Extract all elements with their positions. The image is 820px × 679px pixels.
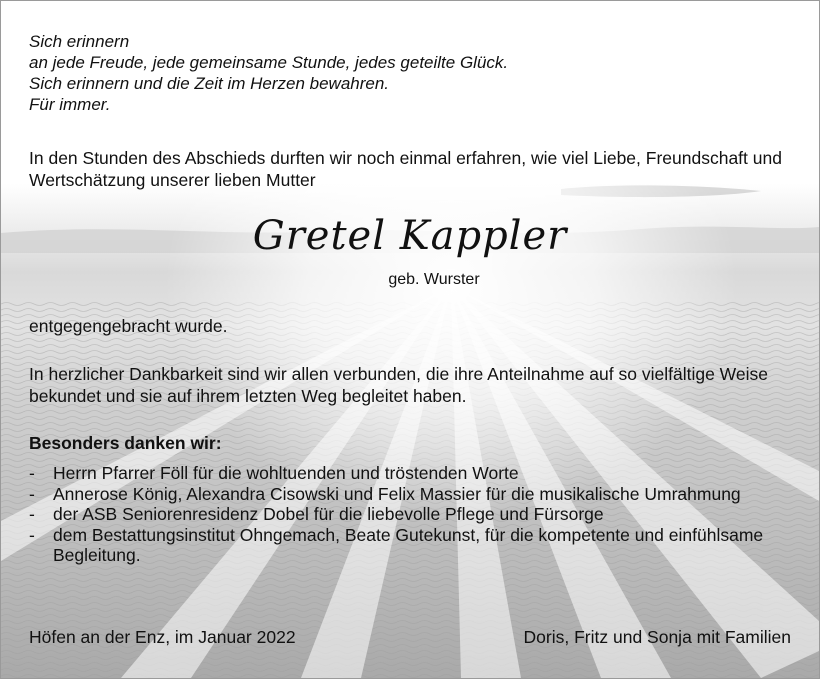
maiden-name: geb. Wurster xyxy=(388,271,480,288)
poem-line: Sich erinnern xyxy=(29,32,130,51)
thanks-item: - der ASB Seniorenresidenz Dobel für die liebevolle Pflege und Fürsorge xyxy=(29,504,799,525)
signatories: Doris, Fritz und Sonja mit Familien xyxy=(523,627,791,647)
thanks-item: - Herrn Pfarrer Föll für die wohltuenden und tröstenden Worte xyxy=(29,463,799,484)
intro-paragraph: In den Stunden des Abschieds durften wir noch einmal erfahren, wie viel Liebe, Freundschaft und Wertschätzung unserer lieben Mutter xyxy=(29,148,782,190)
obituary-content xyxy=(1,1,819,678)
memorial-poem xyxy=(29,31,508,115)
thanks-item: - Annerose König, Alexandra Cisowski und Felix Massier für die musikalische Umrahmung xyxy=(29,484,799,505)
gratitude-paragraph: In herzlicher Dankbarkeit sind wir allen verbunden, die ihre Anteilnahme auf so vielfältige Weise bekundet und sie auf ihrem letzten Weg begleitet haben. xyxy=(29,364,768,406)
poem-line: Für immer. xyxy=(29,95,111,114)
place-date: Höfen an der Enz, im Januar 2022 xyxy=(29,627,296,647)
deceased-name: Gretel Kappler xyxy=(252,213,568,259)
poem-line: Sich erinnern und die Zeit im Herzen bewahren. xyxy=(29,74,390,93)
thanks-list xyxy=(29,463,799,566)
thanks-item: - dem Bestattungsinstitut Ohngemach, Beate Gutekunst, für die kompetente und einfühlsame Begleitung. xyxy=(29,525,799,566)
thanks-heading: Besonders danken wir: xyxy=(29,433,222,453)
poem-line: an jede Freude, jede gemeinsame Stunde, jedes geteilte Glück. xyxy=(29,53,509,72)
received-line: entgegengebracht wurde. xyxy=(29,316,228,336)
